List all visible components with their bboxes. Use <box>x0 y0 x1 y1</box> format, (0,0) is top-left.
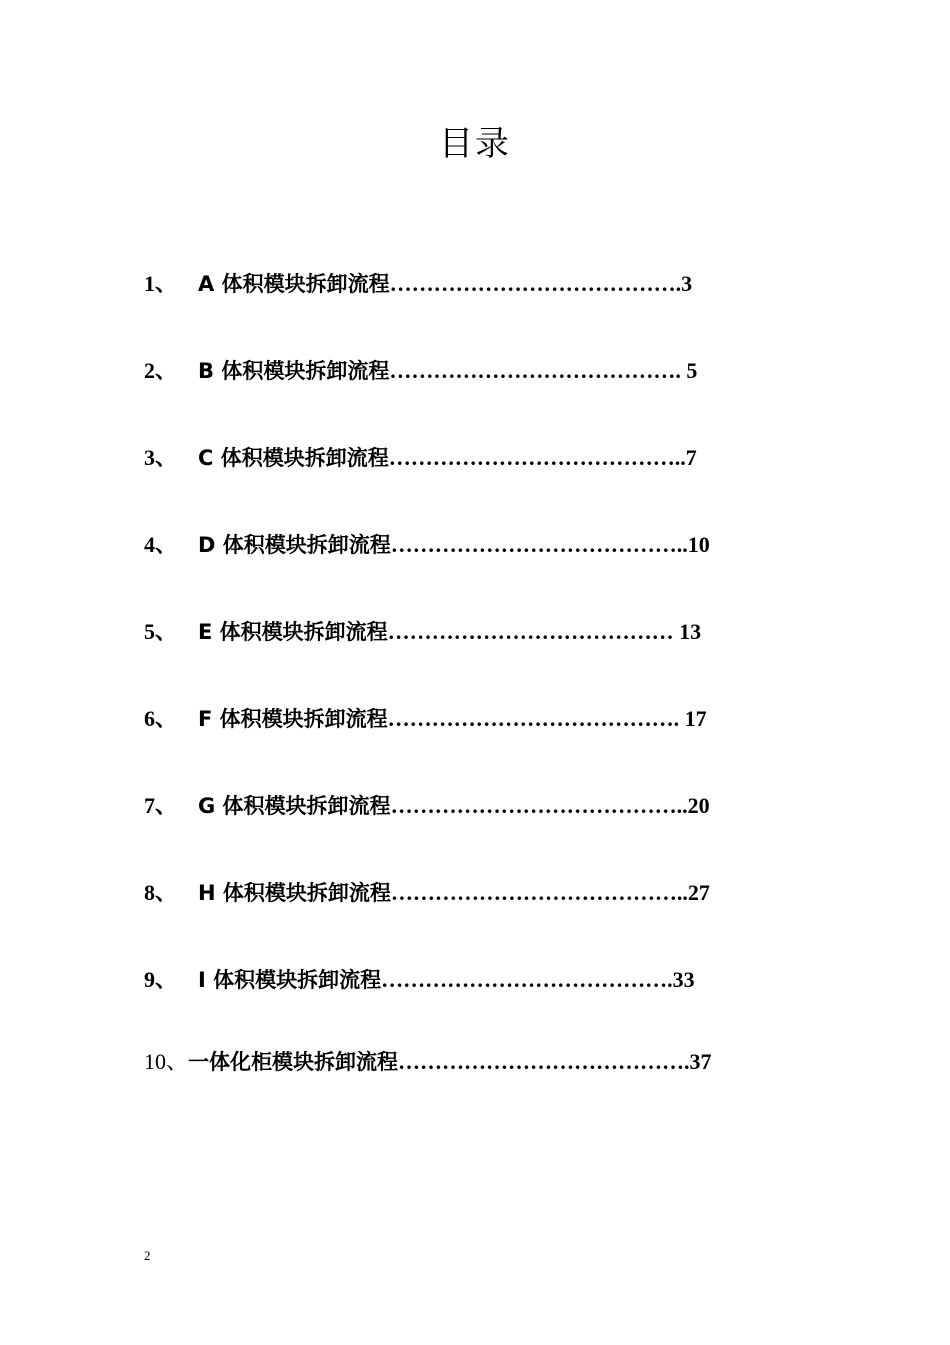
toc-entry-title: G 体积模块拆卸流程 <box>198 794 391 818</box>
toc-leader-dots: ………………………………… <box>390 880 677 905</box>
toc-entry[interactable] <box>144 1045 712 1079</box>
toc-entry-title: F 体积模块拆卸流程 <box>198 707 388 731</box>
toc-entry[interactable] <box>144 702 707 736</box>
toc-entry-title: E 体积模块拆卸流程 <box>198 620 388 644</box>
toc-leader-dots: ………………………………… <box>388 445 675 470</box>
toc-entry-number: 4、 <box>144 532 178 557</box>
toc-entry-title: B 体积模块拆卸流程 <box>198 359 390 383</box>
toc-leader-dots: ………………………………… <box>390 532 677 557</box>
toc-entry-number: 7、 <box>144 793 178 818</box>
toc-entry[interactable] <box>144 876 710 910</box>
toc-entry-title: A 体积模块拆卸流程 <box>198 272 390 296</box>
toc-leader-dots: ………………………………… <box>390 793 677 818</box>
page-number: 2 <box>144 1248 151 1263</box>
toc-entry-number: 3、 <box>144 445 178 470</box>
toc-entry-number: 8、 <box>144 880 178 905</box>
toc-entry[interactable] <box>144 615 701 649</box>
toc-entry[interactable] <box>144 963 695 997</box>
toc-entry-page: ..10 <box>676 532 710 557</box>
toc-leader-dots: ………………………………… <box>387 706 674 731</box>
toc-entry-number: 5、 <box>144 619 178 644</box>
toc-entry-title: C 体积模块拆卸流程 <box>198 446 389 470</box>
toc-entry[interactable] <box>144 441 697 475</box>
toc-entry-title: D 体积模块拆卸流程 <box>198 533 391 557</box>
page-title: 目录 <box>439 124 511 164</box>
toc-leader-dots: ………………………………… <box>387 619 674 644</box>
toc-leader-dots: ………………………………… <box>389 358 676 383</box>
toc-entry-number: 1、 <box>144 271 178 296</box>
toc-entry-title: 一体化柜模块拆卸流程 <box>188 1050 399 1074</box>
toc-leader-dots: ………………………………… <box>398 1049 685 1074</box>
toc-entry[interactable] <box>144 789 710 823</box>
toc-entry[interactable] <box>144 267 692 301</box>
toc-entry-number: 2、 <box>144 358 178 383</box>
toc-entry-page: . 5 <box>675 358 698 383</box>
toc-entry-title: H 体积模块拆卸流程 <box>198 881 391 905</box>
toc-leader-dots: ………………………………… <box>389 271 676 296</box>
toc-entry[interactable] <box>144 354 697 388</box>
toc-entry-page: . 17 <box>673 706 707 731</box>
toc-entry-page: .33 <box>667 967 695 992</box>
toc-entry-page: ..7 <box>674 445 697 470</box>
toc-entry-page: 13 <box>673 619 702 644</box>
toc-leader-dots: ………………………………… <box>381 967 668 992</box>
toc-entry-number: 10、 <box>144 1049 189 1074</box>
toc-entry[interactable] <box>144 528 710 562</box>
toc-entry-page: ..20 <box>676 793 710 818</box>
toc-entry-number: 9、 <box>144 967 178 992</box>
toc-entry-title: I 体积模块拆卸流程 <box>198 968 382 992</box>
toc-entry-number: 6、 <box>144 706 178 731</box>
toc-entry-page: .3 <box>675 271 693 296</box>
toc-entry-page: .37 <box>684 1049 712 1074</box>
toc-entry-page: ..27 <box>676 880 710 905</box>
